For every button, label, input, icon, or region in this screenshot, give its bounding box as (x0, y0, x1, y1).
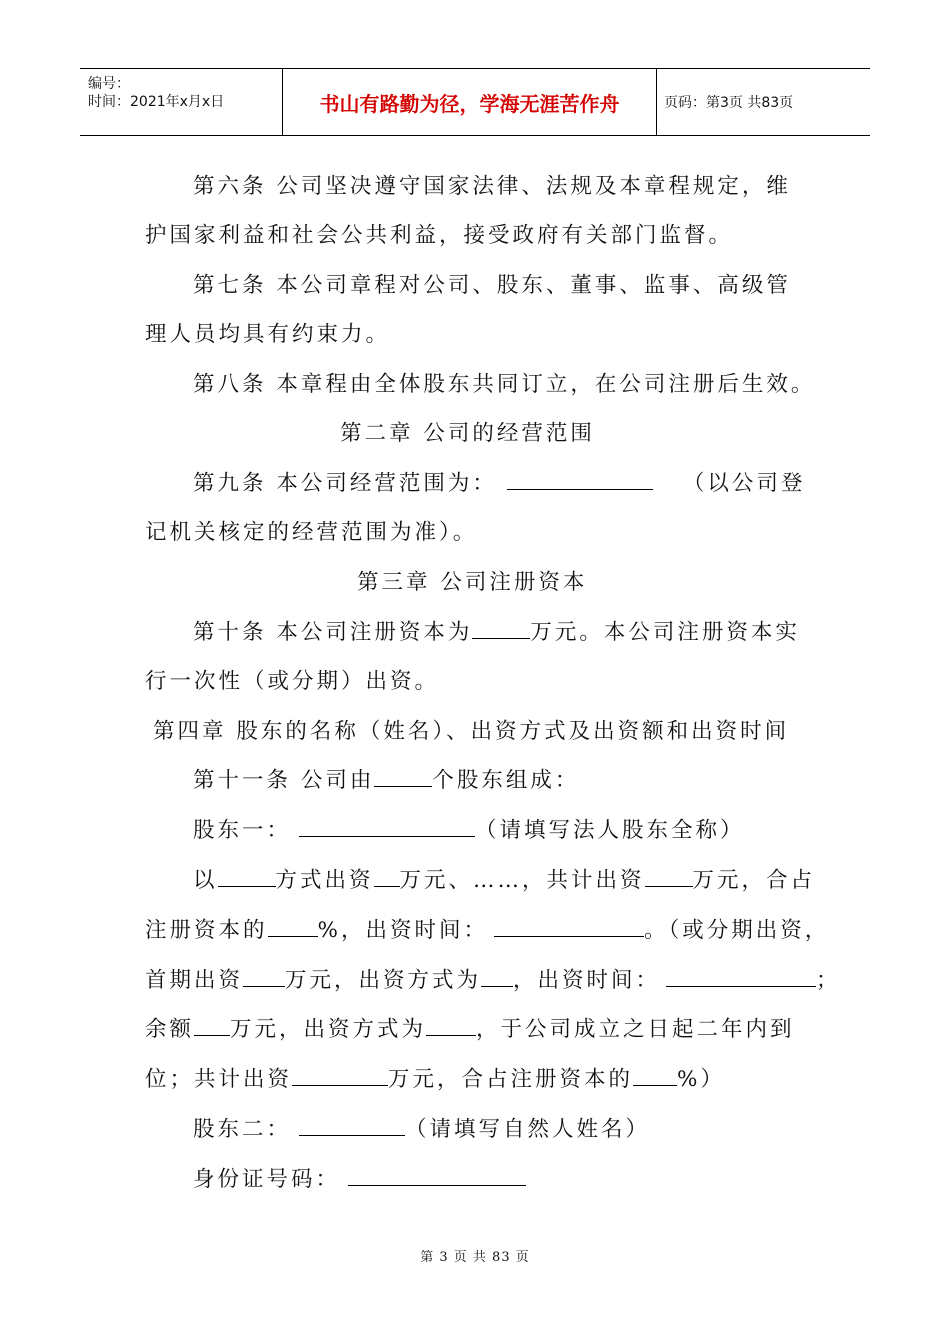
contribution-amount-blank[interactable] (374, 866, 400, 887)
text-segment: 注册资本的 (145, 918, 268, 943)
article-9-note: （以公司登 (682, 471, 806, 496)
shareholder-1-note: （请填写法人股东全称） (475, 818, 745, 843)
article-9-line-2: 记机关核定的经营范围为准）。 (145, 520, 478, 545)
text-segment: 万元，合占注册资本的 (388, 1067, 634, 1092)
id-number-blank[interactable] (348, 1165, 526, 1186)
text-segment: ，出资时间： (513, 968, 661, 993)
registered-capital-blank[interactable] (472, 618, 530, 639)
text-segment: 位；共计出资 (145, 1067, 293, 1092)
total-amount-blank[interactable] (292, 1065, 388, 1086)
text-segment: 方式出资 (275, 868, 374, 893)
business-scope-blank[interactable] (507, 469, 653, 490)
first-installment-blank[interactable] (243, 966, 285, 987)
text-segment: 万元，出资方式为 (285, 968, 482, 993)
header-motto: 书山有路勤为径，学海无涯苦作舟 (283, 69, 657, 135)
chapter-2-heading: 第二章 公司的经营范围 (340, 421, 595, 446)
chapter-4-heading: 第四章 股东的名称（姓名）、出资方式及出资额和出资时间 (153, 719, 790, 744)
document-date: 时间：2021年x月x日 (88, 94, 225, 110)
header-page-info: 页码：第3页 共83页 (664, 95, 794, 111)
text-segment: 以 (193, 868, 218, 893)
document-header (80, 68, 870, 136)
article-7-line-2: 理人员均具有约束力。 (145, 322, 391, 347)
page-footer: 第 3 页 共 83 页 (420, 1250, 530, 1265)
article-6-line-1: 第六条 公司坚决遵守国家法律、法规及本章程规定，维 (193, 174, 791, 199)
contribution-line-3 (145, 966, 841, 996)
article-8: 第八条 本章程由全体股东共同订立，在公司注册后生效。 (193, 372, 816, 397)
text-segment: 万元，出资方式为 (230, 1017, 427, 1042)
article-10-text: 第十条 本公司注册资本为 (193, 620, 473, 645)
article-9-text: 第九条 本公司经营范围为： (193, 471, 497, 496)
text-segment: ，于公司成立之日起二年内到 (476, 1017, 795, 1042)
contribution-line-2 (145, 916, 829, 946)
text-segment: ； (816, 968, 841, 993)
header-left-cell (80, 69, 283, 135)
text-segment: 万元，合占 (692, 868, 816, 893)
id-number-label: 身份证号码： (193, 1167, 341, 1192)
total-contribution-blank[interactable] (645, 866, 693, 887)
text-segment: 。（或分期出资， (643, 918, 830, 943)
share-percent-blank[interactable] (268, 916, 318, 937)
balance-method-blank[interactable] (426, 1015, 476, 1036)
id-number-line (193, 1165, 526, 1195)
document-number-label: 编号： (88, 76, 130, 92)
balance-amount-blank[interactable] (194, 1015, 230, 1036)
contribution-line-1 (193, 866, 815, 896)
shareholder-count-blank[interactable] (374, 766, 432, 787)
text-segment: 余额 (145, 1017, 195, 1042)
text-segment: 万元、……，共计出资 (399, 868, 645, 893)
shareholder-2-line (193, 1115, 650, 1145)
article-9-line-1 (193, 469, 805, 499)
article-10-line-1 (193, 618, 800, 648)
shareholder-1-name-blank[interactable] (299, 816, 475, 837)
article-11-text-2: 个股东组成： (432, 768, 580, 793)
shareholder-2-label: 股东二： (193, 1117, 292, 1142)
article-7-line-1: 第七条 本公司章程对公司、股东、董事、监事、高级管 (193, 273, 791, 298)
contribution-line-5 (145, 1065, 725, 1095)
text-segment: %） (677, 1067, 725, 1092)
total-percent-blank[interactable] (633, 1065, 677, 1086)
contribution-method-blank[interactable] (218, 866, 276, 887)
first-method-blank[interactable] (481, 966, 513, 987)
shareholder-1-label: 股东一： (193, 818, 292, 843)
article-11 (193, 766, 579, 796)
article-6-line-2: 护国家利益和社会公共利益，接受政府有关部门监督。 (145, 223, 734, 248)
article-10-line-2: 行一次性（或分期）出资。 (145, 669, 440, 694)
text-segment: %，出资时间： (317, 918, 488, 943)
chapter-3-heading: 第三章 公司注册资本 (357, 570, 588, 595)
first-date-blank[interactable] (666, 966, 816, 987)
contribution-line-4 (145, 1015, 795, 1045)
contribution-date-blank[interactable] (494, 916, 644, 937)
text-segment: 首期出资 (145, 968, 244, 993)
shareholder-2-note: （请填写自然人姓名） (405, 1117, 651, 1142)
shareholder-1-line (193, 816, 745, 846)
article-11-text: 第十一条 公司由 (193, 768, 375, 793)
shareholder-2-name-blank[interactable] (299, 1115, 405, 1136)
article-10-text-2: 万元。本公司注册资本实 (530, 620, 800, 645)
